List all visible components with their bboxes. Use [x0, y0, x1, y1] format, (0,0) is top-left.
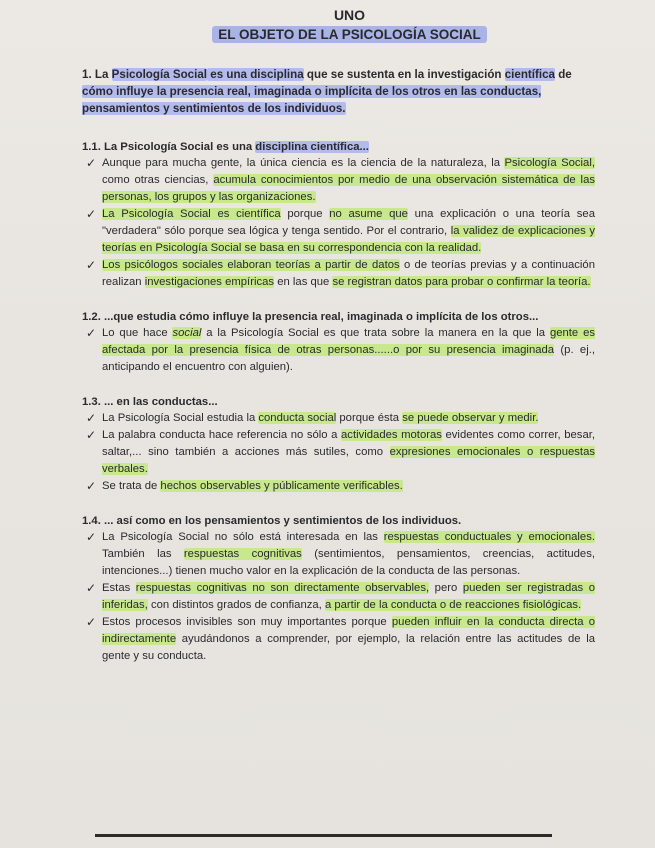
- intro-paragraph: [82, 66, 595, 117]
- checkmark-icon: ✓: [86, 581, 97, 595]
- checkmark-icon: ✓: [86, 615, 97, 629]
- item-highlight: la validez de explicaciones y teorías en Psicología Social se basa en su correspondencia con la realidad.: [102, 225, 596, 254]
- item-text: porque ésta: [336, 412, 403, 424]
- item-highlight: Psicología Social,: [504, 157, 595, 169]
- section-heading: 1.2. ...que estudia cómo influye la presencia real, imaginada o implícita de los otros...: [82, 311, 539, 323]
- list-item: [82, 325, 595, 376]
- item-highlight: no asume que: [329, 208, 408, 220]
- item-text: evidentes como correr, besar, saltar,... sino también a acciones más sutiles, como: [102, 429, 595, 458]
- item-text: a la Psicología Social es que trata sobre la manera en la que la: [201, 327, 550, 339]
- item-highlight: respuestas conductuales y emocionales.: [383, 531, 596, 543]
- list-item: [82, 206, 595, 257]
- checkmark-icon: ✓: [86, 326, 97, 340]
- item-text: Estos procesos invisibles son muy importantes porque: [102, 616, 392, 628]
- checklist: [82, 529, 595, 665]
- item-text: La palabra conducta hace referencia no sólo a: [102, 429, 342, 441]
- item-highlight: conducta social: [258, 412, 337, 424]
- section-1-1: [82, 139, 595, 291]
- list-item: [82, 155, 595, 206]
- list-item: [82, 478, 595, 495]
- page-title: EL OBJETO DE LA PSICOLOGÍA SOCIAL: [212, 26, 487, 43]
- item-text: Estas: [102, 582, 136, 594]
- item-highlight: expresiones emocionales o respuestas verbales.: [102, 446, 595, 475]
- item-highlight: pueden influir en la conducta directa o indirectamente: [102, 616, 596, 645]
- intro-highlight: Psicología Social: [111, 68, 208, 81]
- item-text: como otras ciencias,: [102, 174, 214, 186]
- intro-text: de: [554, 68, 572, 81]
- item-highlight: se puede observar y medir.: [402, 412, 539, 424]
- section-heading-text: 1.1. La Psicología Social es una: [82, 141, 256, 153]
- item-highlight: acumula conocimientos por medio de una observación sistemática de las personas, los grupos y las organizaciones.: [102, 174, 595, 203]
- item-highlight: Los psicólogos sociales elaboran teorías a partir de datos: [102, 259, 400, 271]
- checklist: [82, 155, 595, 291]
- item-text: La Psicología Social estudia la: [102, 412, 259, 424]
- item-text: ayudándonos a comprender, por ejemplo, la relación entre las actitudes de la gente y su conducta.: [102, 633, 595, 662]
- item-text: porque: [280, 208, 330, 220]
- list-item: [82, 529, 595, 580]
- intro-text: que se sustenta en la investigación: [303, 68, 505, 81]
- checklist: [82, 410, 595, 495]
- checkmark-icon: ✓: [86, 428, 97, 442]
- intro-highlight: científica: [504, 68, 555, 81]
- intro-highlight: es una disciplina: [207, 68, 304, 81]
- item-text: Se trata de: [102, 480, 161, 492]
- item-text: en las que: [274, 276, 333, 288]
- item-highlight: respuestas cognitivas: [183, 548, 302, 560]
- section-1-4: [82, 513, 595, 665]
- checkmark-icon: ✓: [86, 479, 97, 493]
- item-highlight: a partir de la conducta o de reacciones fisiológicas.: [324, 599, 582, 611]
- checkmark-icon: ✓: [86, 207, 97, 221]
- list-item: [82, 257, 595, 291]
- section-1-2: [82, 309, 595, 376]
- item-highlight: hechos observables y públicamente verificables.: [160, 480, 403, 492]
- item-highlight: se registran datos para probar o confirmar la teoría.: [332, 276, 591, 288]
- list-item: [82, 580, 595, 614]
- item-text: o de teorías previas y a continuación realizan: [102, 259, 595, 288]
- section-heading: 1.3. ... en las conductas...: [82, 396, 218, 408]
- item-highlight: La Psicología Social es científica: [102, 208, 281, 220]
- checkmark-icon: ✓: [86, 530, 97, 544]
- item-highlight: respuestas cognitivas no son directamente observables,: [135, 582, 430, 594]
- item-text: La Psicología Social no sólo está interesada en las: [102, 531, 384, 543]
- item-highlight: pueden ser registradas o inferidas,: [102, 582, 595, 611]
- checkmark-icon: ✓: [86, 411, 97, 425]
- list-item: [82, 614, 595, 665]
- item-text: (sentimientos, pensamientos, creencias, actitudes, intenciones...) tienen mucho valor en la explicación de la conducta de las personas.: [102, 548, 595, 577]
- item-text: Aunque para mucha gente, la única ciencia es la ciencia de la naturaleza, la: [102, 157, 505, 169]
- list-item: [82, 410, 595, 427]
- item-text: (p. ej., anticipando el encuentro con alguien).: [102, 344, 595, 373]
- bottom-divider: [95, 834, 552, 837]
- title-wrapper: [82, 26, 595, 44]
- item-highlight: actividades motoras: [341, 429, 442, 441]
- checklist: [82, 325, 595, 376]
- item-highlight: gente es afectada por la presencia física de otras personas......o por su presencia imaginada: [102, 327, 595, 356]
- section-1-3: [82, 394, 595, 495]
- item-text: con distintos grados de confianza,: [147, 599, 325, 611]
- section-heading: 1.4. ... así como en los pensamientos y sentimientos de los individuos.: [82, 515, 462, 527]
- item-highlight: investigaciones empíricas: [144, 276, 275, 288]
- item-text: También las: [102, 548, 184, 560]
- chapter-heading: UNO: [333, 7, 366, 23]
- section-heading: [82, 139, 595, 155]
- section-heading-highlight: disciplina científica...: [255, 141, 369, 153]
- intro-highlight: cómo influye la presencia real, imaginada o implícita de los otros en las conductas, pensamientos y sentimientos de los individuos.: [82, 85, 542, 115]
- intro-text: 1. La: [82, 68, 112, 81]
- item-text: una explicación o una teoría sea "verdadera" sólo porque sea lógica y tenga sentido. Por el contrario,: [102, 208, 595, 237]
- checkmark-icon: ✓: [86, 258, 97, 272]
- item-highlight: social: [172, 327, 202, 339]
- list-item: [82, 427, 595, 478]
- item-text: pero: [429, 582, 463, 594]
- checkmark-icon: ✓: [86, 156, 97, 170]
- item-text: Lo que hace: [102, 327, 173, 339]
